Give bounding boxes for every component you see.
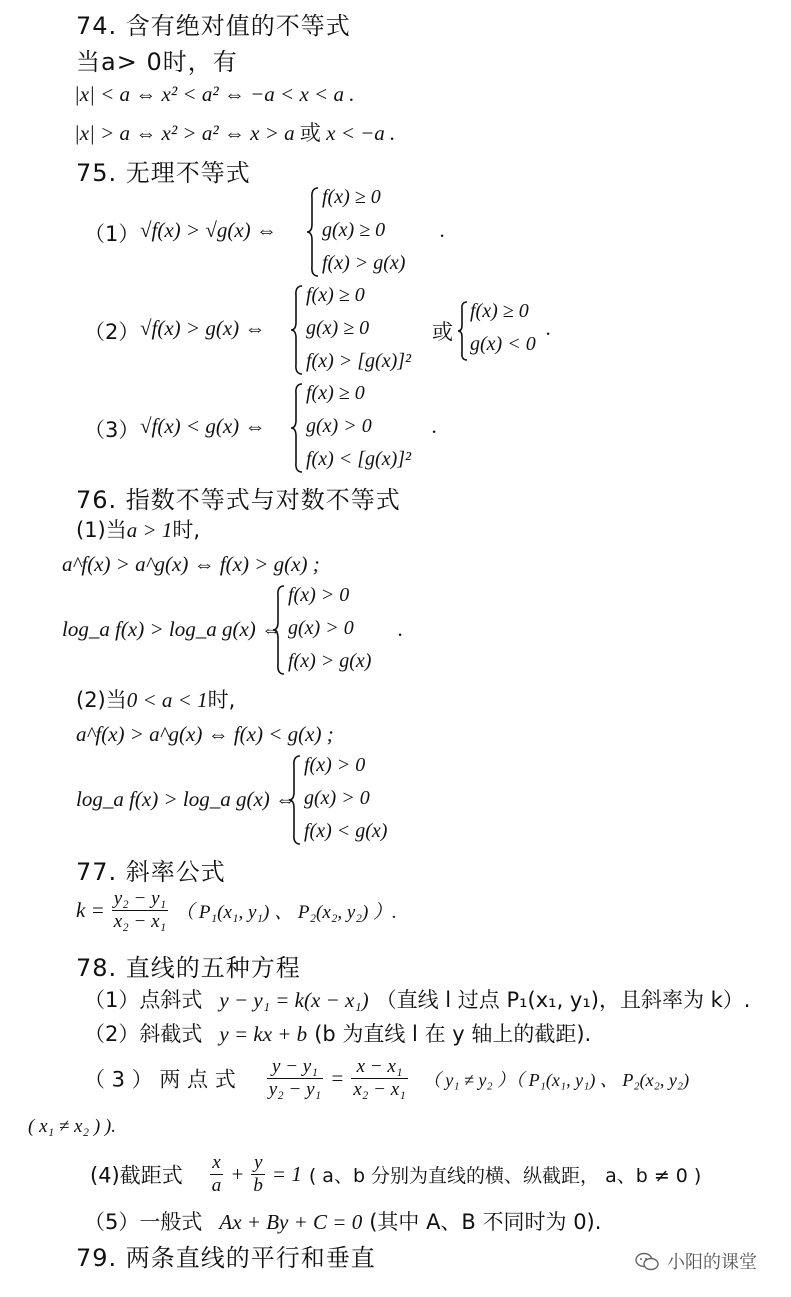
two-point-label: （ 3 ） 两 点 式: [84, 1067, 236, 1092]
section-79-title: 79. 两条直线的平行和垂直: [76, 1244, 376, 1272]
case-line: g(x) ≥ 0: [322, 219, 386, 241]
two-point-line: [84, 1056, 689, 1101]
point-slope-line: [84, 984, 750, 1014]
intercept-fraction-y: [251, 1152, 265, 1197]
or-word: 或: [432, 320, 453, 344]
general-form-desc: (其中 A、B 不同时为 0).: [369, 1210, 602, 1234]
period: .: [546, 316, 552, 340]
point-slope-desc: （直线 l 过点 P₁(x₁, y₁)，且斜率为 k）.: [375, 988, 751, 1012]
general-form-label: （5）一般式: [84, 1210, 203, 1234]
left-brace-icon: [290, 284, 304, 376]
general-form-eq: Ax + By + C = 0: [219, 1210, 363, 1234]
irrational-item-2-label: （2）: [84, 320, 140, 344]
two-point-fraction-1: [267, 1056, 323, 1101]
slope-intercept-desc: (b 为直线 l 在 y 轴上的截距).: [314, 1022, 592, 1046]
slope-fraction: [112, 888, 168, 933]
case-2-condition: [76, 684, 235, 714]
left-brace-icon: [272, 584, 286, 676]
irrational-item-3-label: （3）: [84, 418, 140, 442]
intercept-eq: = 1: [271, 1162, 302, 1186]
abs-ineq-2-or: 或: [299, 121, 321, 145]
general-form-line: [84, 1206, 601, 1236]
watermark-text: 小阳的课堂: [667, 1252, 757, 1273]
case-line: g(x) > 0: [288, 617, 354, 639]
case-line: f(x) ≥ 0: [470, 300, 529, 322]
two-point-continuation: ( x₁ ≠ x₂ ) ).: [28, 1116, 116, 1137]
case-line: f(x) ≥ 0: [306, 284, 365, 306]
fraction-denominator: y₂ − y₁: [268, 1079, 322, 1100]
slope-intercept-eq: y = kx + b: [219, 1022, 308, 1046]
log-inequality-2-lhs: log_a f(x) > log_a g(x) ⇔: [76, 787, 297, 811]
log-inequality-1-lhs: log_a f(x) > log_a g(x) ⇔: [62, 617, 283, 641]
irrational-item-1-lhs: √f(x) > √g(x) ⇔: [140, 218, 277, 242]
slope-denominator: x₂ − x₁: [113, 911, 167, 932]
case-line: f(x) > g(x): [288, 650, 372, 672]
case-line: f(x) > 0: [288, 584, 350, 606]
watermark: [634, 1248, 757, 1274]
case-1-condition: [76, 514, 200, 544]
fraction-numerator: x: [210, 1152, 224, 1175]
case-line: g(x) ≥ 0: [306, 317, 370, 339]
case-2-cond: 0 < a < 1: [126, 688, 208, 712]
period: .: [398, 617, 404, 641]
slope-intercept-line: [84, 1018, 591, 1048]
case-1-label: (1)当: [76, 518, 127, 542]
case-line: f(x) ≥ 0: [322, 186, 381, 208]
abs-inequality-1: |x| < a ⇔ x² < a² ⇔ −a < x < a .: [74, 82, 355, 106]
case-line: f(x) > [g(x)]²: [306, 350, 412, 372]
case-2-label: (2)当: [76, 688, 127, 712]
abs-ineq-2-part2: x < −a .: [320, 121, 396, 145]
irrational-item-1-label: （1）: [84, 222, 140, 246]
irrational-item-3-lhs: √f(x) < g(x) ⇔: [140, 414, 266, 438]
case-line: f(x) < [g(x)]²: [306, 448, 412, 470]
abs-inequality-2: [74, 117, 395, 147]
section-78-title: 78. 直线的五种方程: [76, 954, 301, 982]
period: .: [432, 414, 438, 438]
left-brace-icon: [290, 382, 304, 474]
wechat-icon: [634, 1250, 660, 1272]
case-line: g(x) > 0: [306, 415, 372, 437]
fraction-numerator: x − x₁: [351, 1056, 407, 1079]
irrational-item-2-lhs: √f(x) > g(x) ⇔: [140, 316, 266, 340]
section-74-intro: 当a> 0时，有: [76, 48, 238, 76]
equals-sign: =: [330, 1066, 345, 1090]
intercept-fraction-x: [210, 1152, 224, 1197]
left-brace-icon: [288, 754, 302, 846]
period: .: [440, 218, 446, 242]
intercept-label: (4)截距式: [90, 1163, 183, 1188]
two-point-condition: （ y₁ ≠ y₂ ）（ P₁(x₁, y₁) 、 P₂(x₂, y₂): [422, 1069, 690, 1090]
point-slope-label: （1）点斜式: [84, 988, 203, 1012]
case-line: g(x) > 0: [304, 787, 370, 809]
case-1-tail: 时,: [172, 518, 201, 542]
case-1-cond: a > 1: [126, 518, 173, 542]
case-2-tail: 时,: [207, 688, 236, 712]
slope-k: k =: [76, 898, 105, 922]
fraction-numerator: y − y₁: [267, 1056, 323, 1079]
fraction-denominator: a: [211, 1175, 222, 1196]
intercept-desc: ( a、b 分别为直线的横、纵截距， a、b ≠ 0 ): [308, 1165, 702, 1187]
case-line: f(x) > 0: [304, 754, 366, 776]
case-line: f(x) > g(x): [322, 252, 406, 274]
section-77-title: 77. 斜率公式: [76, 858, 226, 886]
case-line: f(x) ≥ 0: [306, 382, 365, 404]
case-line: f(x) < g(x): [304, 820, 388, 842]
fraction-numerator: y: [251, 1152, 265, 1175]
fraction-denominator: x₂ − x₁: [353, 1079, 406, 1100]
case-line: g(x) < 0: [470, 333, 536, 355]
slope-intercept-label: （2）斜截式: [84, 1022, 203, 1046]
section-76-title: 76. 指数不等式与对数不等式: [76, 486, 401, 514]
abs-ineq-2-part1: |x| > a ⇔ x² > a² ⇔ x > a: [74, 121, 300, 145]
plus-sign: +: [230, 1162, 245, 1186]
left-brace-icon: [457, 300, 469, 362]
slope-formula: [76, 888, 397, 933]
two-point-fraction-2: [351, 1056, 407, 1101]
exp-inequality-1: a^f(x) > a^g(x) ⇔ f(x) > g(x) ;: [62, 552, 320, 576]
slope-points: （ P₁(x₁, y₁) 、 P₂(x₂, y₂) ）.: [175, 902, 397, 923]
section-75-title: 75. 无理不等式: [76, 159, 251, 187]
section-74-title: 74. 含有绝对值的不等式: [76, 12, 351, 40]
fraction-denominator: b: [253, 1175, 263, 1196]
point-slope-eq: y − y₁ = k(x − x₁): [219, 988, 369, 1012]
exp-inequality-2: a^f(x) > a^g(x) ⇔ f(x) < g(x) ;: [76, 722, 334, 746]
left-brace-icon: [306, 186, 320, 278]
intercept-line: [90, 1152, 701, 1197]
slope-numerator: y₂ − y₁: [113, 888, 167, 909]
